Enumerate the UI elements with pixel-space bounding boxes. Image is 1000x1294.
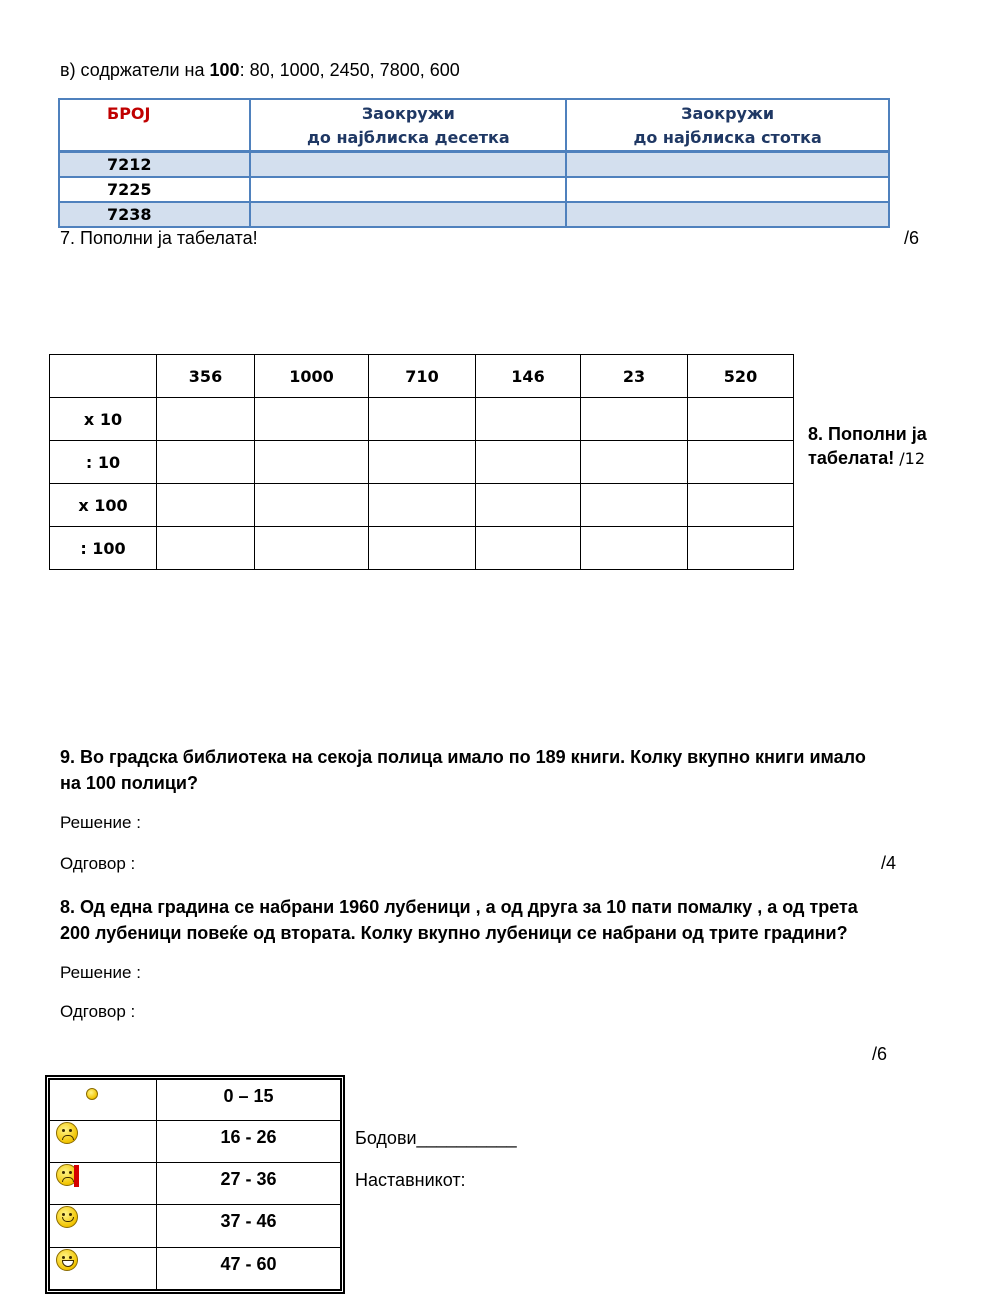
multiply-divide-table (49, 354, 794, 570)
teacher-label: Наставникот: (355, 1170, 466, 1190)
confused-face-icon (56, 1164, 78, 1186)
table-row (49, 1163, 341, 1205)
task-9-points: /4 (881, 853, 897, 873)
range-cell: 0 – 15 (157, 1079, 342, 1120)
header-cell: 23 (581, 355, 688, 398)
range-cell: 27 - 36 (157, 1163, 342, 1205)
answer-cell[interactable] (157, 441, 255, 484)
operation-cell: : 10 (50, 441, 157, 484)
answer-cell[interactable] (566, 152, 889, 178)
answer-cell[interactable] (581, 441, 688, 484)
answer-cell[interactable] (255, 527, 369, 570)
answer-cell[interactable] (476, 527, 581, 570)
answer-cell[interactable] (250, 152, 566, 178)
operation-cell: x 10 (50, 398, 157, 441)
answer-cell[interactable] (581, 527, 688, 570)
task-9-question: 9. Во градска библиотека на секоја полица имало по 189 книги. Колку вкупно книги имало на 100 полици? (60, 747, 866, 793)
answer-cell[interactable] (476, 398, 581, 441)
task-7-text: 7. Пополни ја табелата! (60, 228, 258, 248)
header-cell: 356 (157, 355, 255, 398)
sad-face-icon (56, 1122, 78, 1144)
smiley-face-icon (56, 1206, 78, 1228)
answer-cell[interactable] (688, 441, 794, 484)
task-9-answer-label: Одговор : (60, 854, 136, 873)
number-cell: 7212 (59, 152, 250, 178)
table-row (49, 1205, 341, 1247)
task-9-solution-label: Решение : (60, 813, 141, 832)
header-cell: 146 (476, 355, 581, 398)
table-row (50, 398, 794, 441)
tiny-smiley-icon (86, 1088, 98, 1100)
task-8b-solution-label: Решение : (60, 963, 141, 982)
table-row (50, 527, 794, 570)
header-cell: 710 (369, 355, 476, 398)
answer-cell[interactable] (581, 398, 688, 441)
grading-table (45, 1075, 345, 1294)
table-header-row (50, 355, 794, 398)
task-8b-answer-label: Одговор : (60, 1002, 136, 1021)
table-row (59, 152, 889, 178)
number-column-header: БРОЈ (59, 99, 250, 152)
range-cell: 37 - 46 (157, 1205, 342, 1247)
answer-cell[interactable] (566, 202, 889, 227)
rounding-table (58, 98, 890, 228)
answer-cell[interactable] (476, 484, 581, 527)
answer-cell[interactable] (250, 202, 566, 227)
answer-cell[interactable] (581, 484, 688, 527)
table-row (49, 1079, 341, 1120)
table-row (59, 177, 889, 202)
answer-cell[interactable] (255, 441, 369, 484)
rounding-table-header (59, 99, 889, 152)
task-7-points: /6 (904, 228, 920, 248)
task-8b-question: 8. Од една градина се набрани 1960 лубеници , а од друга за 10 пати помалку , а од трета 200 лубеници повеќе од втората. Колку вкупно лубеници се набрани од трите градини? (60, 897, 858, 943)
task-8-table-label: 8. Пополни ја табелата! /12 (808, 424, 927, 468)
answer-cell[interactable] (566, 177, 889, 202)
answer-cell[interactable] (255, 398, 369, 441)
answer-cell[interactable] (369, 527, 476, 570)
task-8-points: /12 (899, 449, 925, 468)
header-cell: 520 (688, 355, 794, 398)
answer-cell[interactable] (255, 484, 369, 527)
header-cell: 1000 (255, 355, 369, 398)
answer-cell[interactable] (157, 527, 255, 570)
answer-cell[interactable] (369, 484, 476, 527)
table-row (49, 1120, 341, 1162)
answer-cell[interactable] (688, 484, 794, 527)
answer-cell[interactable] (369, 441, 476, 484)
round-tens-header: Заокружи до најблиска десетка (250, 99, 566, 152)
task-8b-points: /6 (872, 1044, 888, 1064)
answer-cell[interactable] (157, 484, 255, 527)
table-row (50, 441, 794, 484)
number-cell: 7238 (59, 202, 250, 227)
multiples-of-100-line: в) содржатели на 100: 80, 1000, 2450, 7800, 600 (60, 60, 460, 80)
range-cell: 16 - 26 (157, 1120, 342, 1162)
answer-cell[interactable] (250, 177, 566, 202)
answer-cell[interactable] (369, 398, 476, 441)
range-cell: 47 - 60 (157, 1247, 342, 1290)
table-row (59, 202, 889, 227)
round-hundreds-header: Заокружи до најблиска стотка (566, 99, 889, 152)
table-row (49, 1247, 341, 1290)
number-cell: 7225 (59, 177, 250, 202)
answer-cell[interactable] (157, 398, 255, 441)
corner-cell (50, 355, 157, 398)
table-row (50, 484, 794, 527)
answer-cell[interactable] (688, 527, 794, 570)
operation-cell: : 100 (50, 527, 157, 570)
points-line: Бодови__________ (355, 1128, 517, 1148)
grin-face-icon (56, 1249, 78, 1271)
answer-cell[interactable] (688, 398, 794, 441)
operation-cell: x 100 (50, 484, 157, 527)
answer-cell[interactable] (476, 441, 581, 484)
